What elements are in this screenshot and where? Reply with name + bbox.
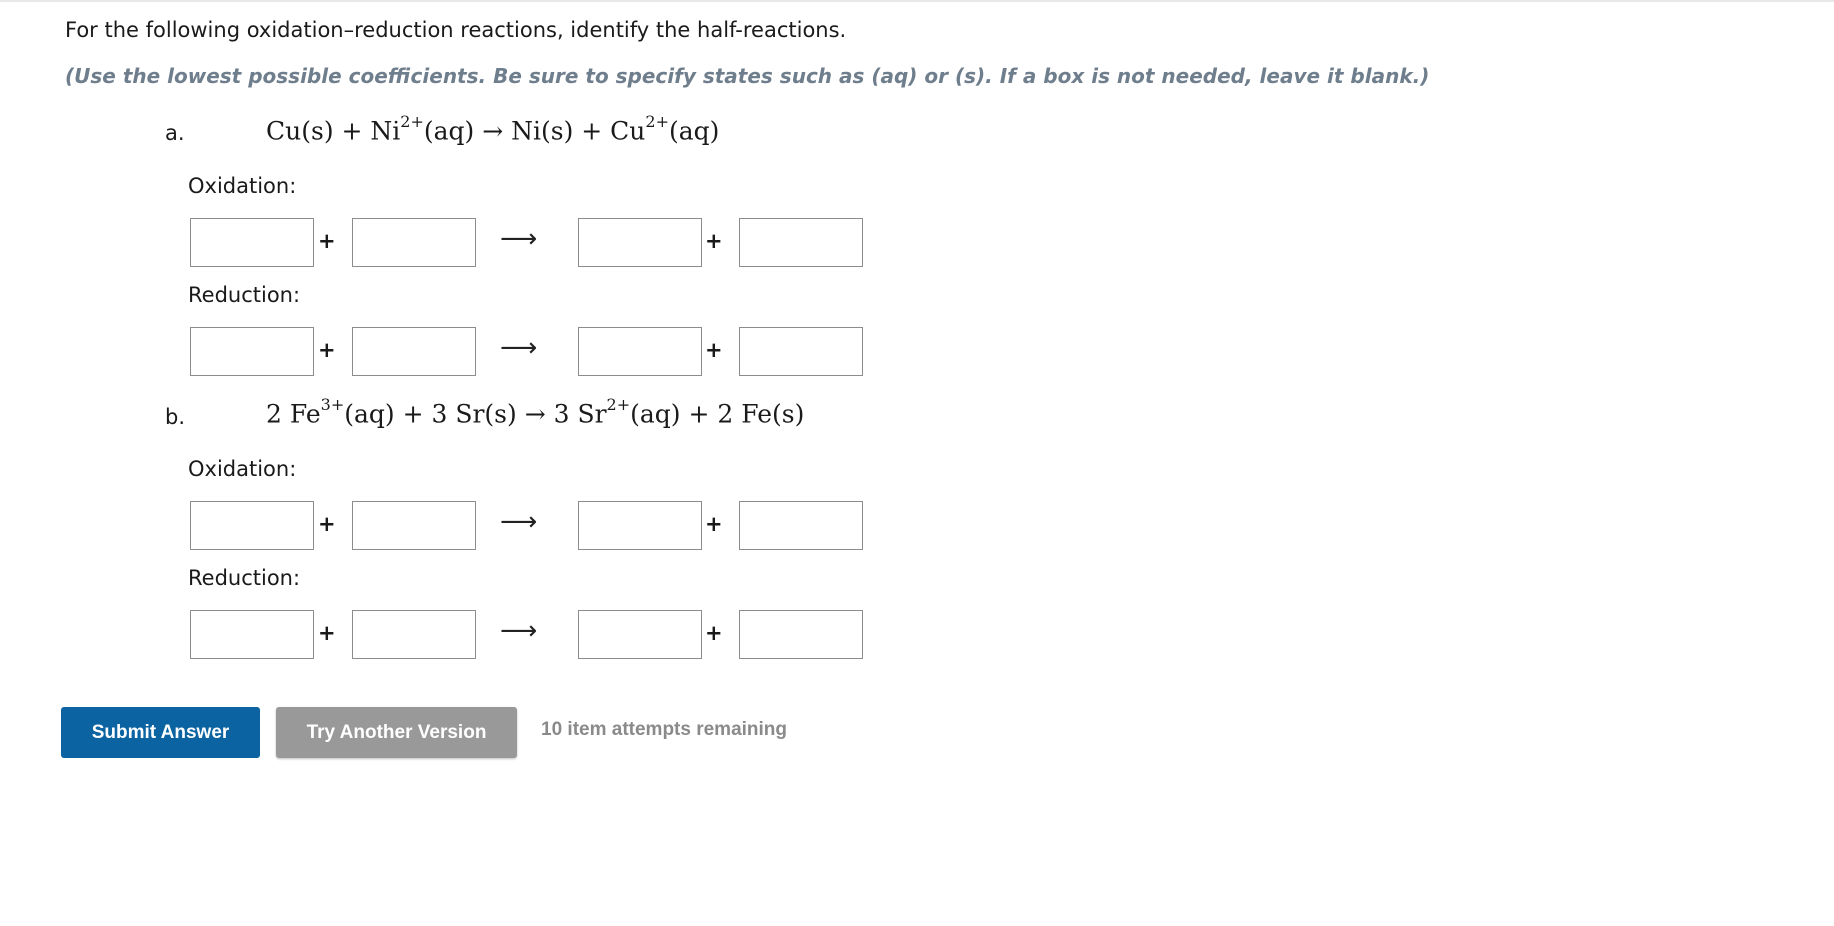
equation-superscript: 2+ [606,395,631,414]
instructions-text: For the following oxidation–reduction reactions, identify the half-reactions. [65,18,847,42]
part-b-oxidation-product-1-input[interactable] [578,501,702,550]
plus-sign: + [318,229,336,253]
part-a-equation [266,112,720,146]
submit-answer-button[interactable]: Submit Answer [61,707,260,758]
part-b-reduction-reactant-2-input[interactable] [352,610,476,659]
part-a-oxidation-reactant-2-input[interactable] [352,218,476,267]
reaction-arrow-icon: ⟶ [500,616,538,646]
part-b-reduction-reactant-1-input[interactable] [190,610,314,659]
part-b-oxidation-product-2-input[interactable] [739,501,863,550]
part-a-reduction-label: Reduction: [188,283,301,307]
plus-sign: + [705,512,723,536]
part-a-reduction-product-1-input[interactable] [578,327,702,376]
part-b-oxidation-row [190,501,864,550]
part-b-letter: b. [165,405,186,429]
equation-superscript: 2+ [645,112,670,131]
part-b-oxidation-reactant-1-input[interactable] [190,501,314,550]
part-a-letter: a. [165,121,185,145]
attempts-remaining-text: 10 item attempts remaining [541,719,788,740]
part-a-oxidation-product-2-input[interactable] [739,218,863,267]
plus-sign: + [318,338,336,362]
part-a-reduction-product-2-input[interactable] [739,327,863,376]
try-another-version-button[interactable]: Try Another Version [276,707,517,758]
reaction-arrow-icon: ⟶ [500,507,538,537]
equation-superscript: 2+ [400,112,424,131]
part-a-oxidation-label: Oxidation: [188,174,297,198]
plus-sign: + [318,621,336,645]
reaction-arrow-icon: ⟶ [500,224,538,254]
part-a-reduction-reactant-2-input[interactable] [352,327,476,376]
equation-term: (aq) → Ni(s) + Cu [423,116,646,146]
part-b-oxidation-label: Oxidation: [188,457,297,481]
part-b-reduction-row [190,610,864,659]
part-b-reduction-product-1-input[interactable] [578,610,702,659]
reaction-arrow-icon: ⟶ [500,333,538,363]
plus-sign: + [705,229,723,253]
equation-term: (aq) + 2 Fe(s) [630,399,805,429]
part-b-reduction-label: Reduction: [188,566,301,590]
part-b-oxidation-reactant-2-input[interactable] [352,501,476,550]
part-b-equation [266,395,805,429]
equation-term: (aq) [669,116,720,146]
part-a-oxidation-reactant-1-input[interactable] [190,218,314,267]
plus-sign: + [705,338,723,362]
equation-term: (aq) + 3 Sr(s) → 3 Sr [344,399,607,429]
part-a-oxidation-row [190,218,864,267]
part-a-reduction-row [190,327,864,376]
part-a-reduction-reactant-1-input[interactable] [190,327,314,376]
equation-term: 2 Fe [266,399,321,429]
part-a-oxidation-product-1-input[interactable] [578,218,702,267]
plus-sign: + [318,512,336,536]
equation-term: Cu(s) + Ni [266,116,401,146]
top-divider [0,0,1834,2]
plus-sign: + [705,621,723,645]
instructions-hint: (Use the lowest possible coefficients. Be sure to specify states such as (aq) or (s). If a box is not needed, leave it blank.) [65,64,1430,88]
equation-superscript: 3+ [320,395,345,414]
part-b-reduction-product-2-input[interactable] [739,610,863,659]
